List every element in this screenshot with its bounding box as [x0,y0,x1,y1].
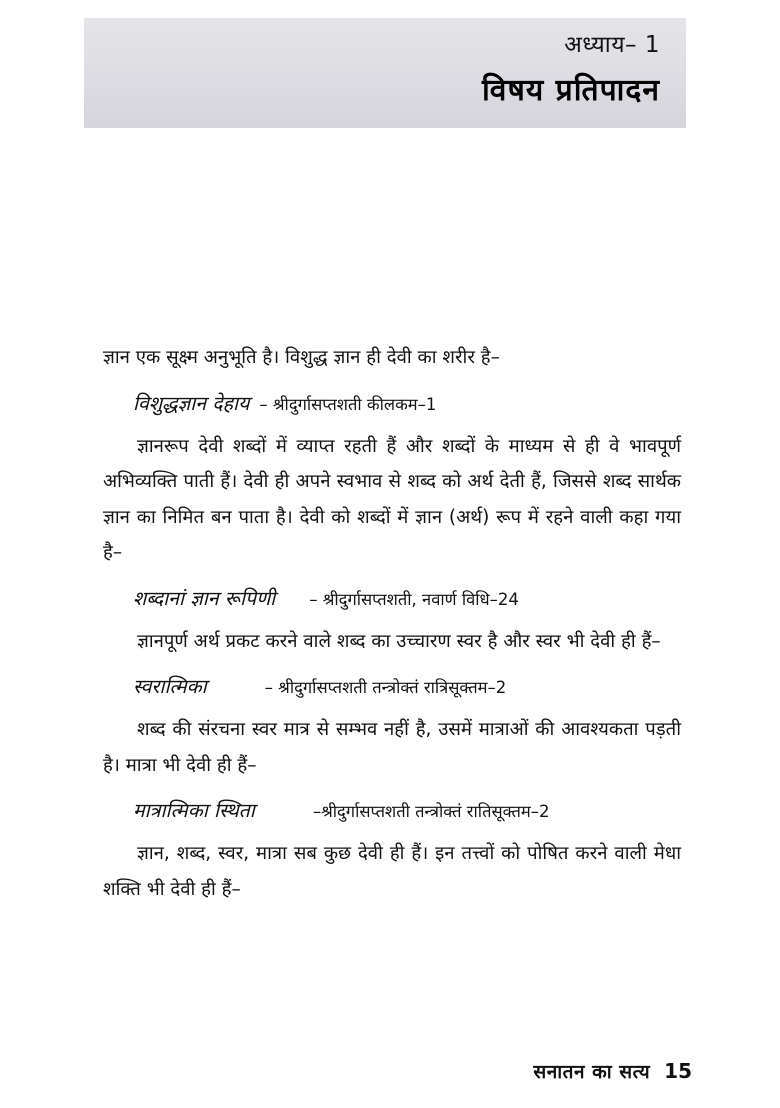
quotation-1-text: विशुद्धज्ञान देहाय [133,391,250,415]
quotation-4-source: –श्रीदुर्गासप्तशती तन्त्रोक्तं रातिसूक्तम–2 [312,802,550,822]
quotation-3 [103,672,681,699]
quotation-1 [103,389,681,416]
paragraph-1: ज्ञान एक सूक्ष्म अनुभूति है। विशुद्ध ज्ञान ही देवी का शरीर है– [103,347,500,368]
page-footer [533,1058,692,1084]
quotation-4 [103,796,681,823]
quotation-3-source: – श्रीदुर्गासप्तशती तन्त्रोक्तं रात्रिसूक्तम–2 [264,678,507,698]
paragraph-4: शब्द की संरचना स्वर मात्र से सम्भव नहीं है, उसमें मात्राओं की आवश्यकता पड़ती है। मात्रा भी देवी ही हैं– [103,719,681,776]
paragraph-3: ज्ञानपूर्ण अर्थ प्रकट करने वाले शब्द का उच्चारण स्वर है और स्वर भी देवी ही हैं– [137,630,661,652]
footer-page-number: 15 [664,1059,692,1083]
quotation-4-text: मात्रात्मिका स्थिता [133,799,255,823]
quotation-3-text: स्वरात्मिका [133,675,207,699]
chapter-header-band [84,18,686,128]
chapter-number-label: अध्याय– 1 [564,32,660,58]
page-body [103,340,681,920]
chapter-title: विषय प्रतिपादन [482,72,660,108]
quotation-2 [103,584,681,611]
quotation-2-source: – श्रीदुर्गासप्तशती, नवार्ण विधि–24 [309,589,519,609]
paragraph-5: ज्ञान, शब्द, स्वर, मात्रा सब कुछ देवी ही हैं। इन तत्त्वों को पोषित करने वाली मेधा शक्ति भी देवी ही हैं– [103,843,681,900]
quotation-2-text: शब्दानां ज्ञान रूपिणी [133,586,276,610]
footer-book-title: सनातन का सत्य [533,1061,651,1083]
paragraph-2: ज्ञानरूप देवी शब्दों में व्याप्त रहती हैं और शब्दों के माध्यम से ही वे भावपूर्ण अभिव्यक्ति पाती हैं। देवी ही अपने स्वभाव से शब्द को अर्थ देती हैं, जिससे शब्द सार्थक ज्ञान का निमित बन पाता है। देवी को शब्दों में ज्ञान (अर्थ) रूप में रहने वाली कहा गया है– [103,435,681,564]
quotation-1-source: – श्रीदुर्गासप्तशती कीलकम–1 [259,394,437,414]
